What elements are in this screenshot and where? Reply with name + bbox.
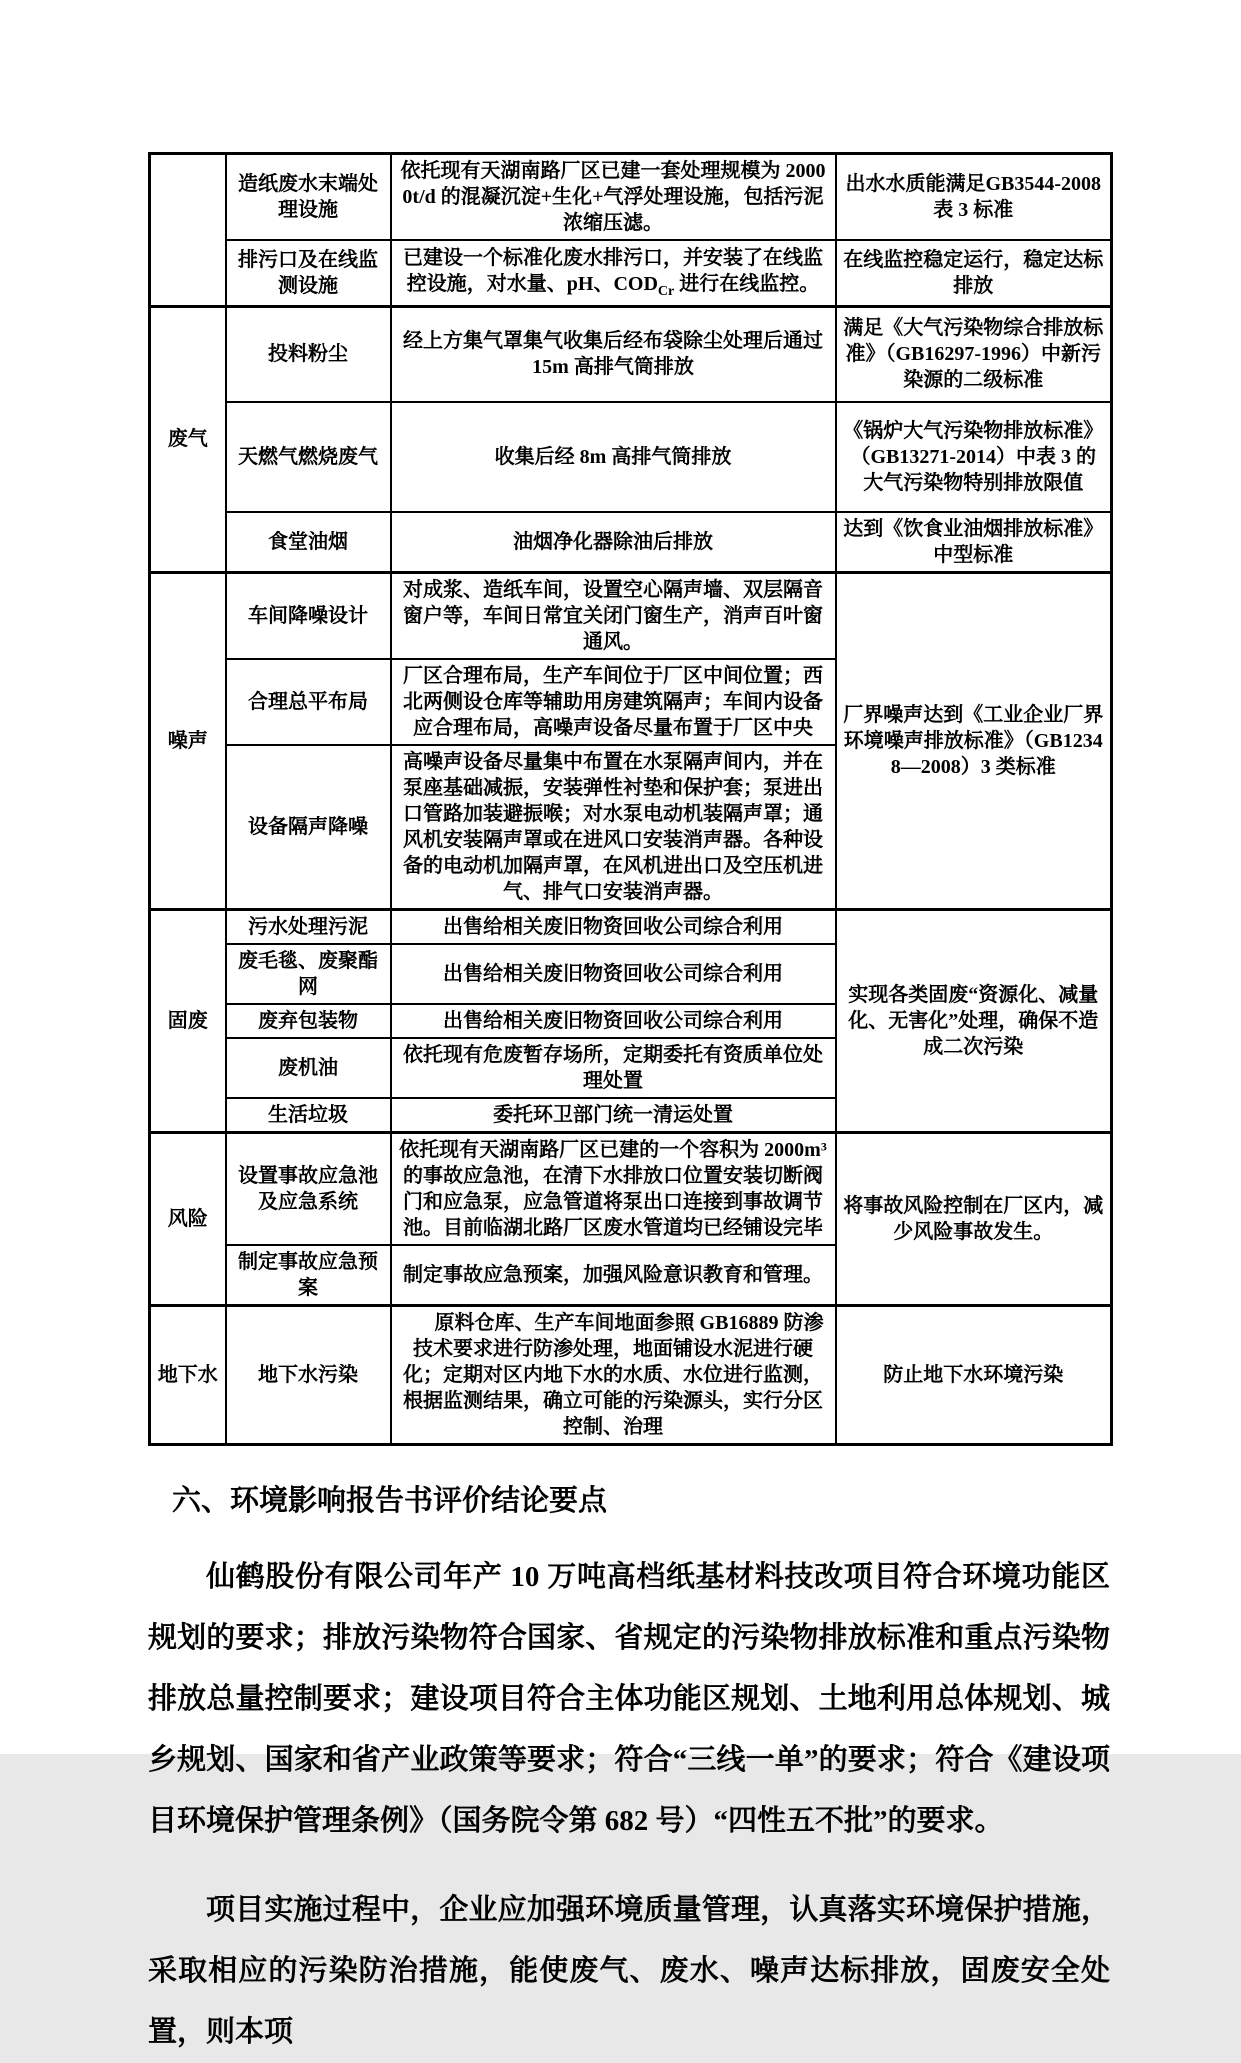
measure-cell: 制定事故应急预案，加强风险意识教育和管理。 xyxy=(391,1245,836,1306)
standard-cell: 厂界噪声达到《工业企业厂界环境噪声排放标准》（GB12348—2008）3 类标准 xyxy=(836,573,1112,910)
standard-cell: 《锅炉大气污染物排放标准》（GB13271-2014）中表 3 的大气污染物特别排放限值 xyxy=(836,402,1112,512)
standard-cell: 达到《饮食业油烟排放标准》中型标准 xyxy=(836,512,1112,573)
item-cell: 排污口及在线监测设施 xyxy=(226,240,391,306)
section-heading: 六、环境影响报告书评价结论要点 xyxy=(172,1485,608,1517)
item-cell: 废机油 xyxy=(226,1038,391,1098)
measure-cell: 出售给相关废旧物资回收公司综合利用 xyxy=(391,910,836,945)
measure-cell: 收集后经 8m 高排气筒排放 xyxy=(391,402,836,512)
standard-cell: 防止地下水环境污染 xyxy=(836,1306,1112,1445)
table-row xyxy=(150,910,1112,945)
item-cell: 废毛毯、废聚酯网 xyxy=(226,944,391,1004)
measure-cell: 厂区合理布局，生产车间位于厂区中间位置；西北两侧设仓库等辅助用房建筑隔声；车间内设备应合理布局，高噪声设备尽量布置于厂区中央 xyxy=(391,659,836,745)
item-cell: 生活垃圾 xyxy=(226,1098,391,1133)
item-cell: 天燃气燃烧废气 xyxy=(226,402,391,512)
body-paragraph-2: 项目实施过程中，企业应加强环境质量管理，认真落实环境保护措施，采取相应的污染防治措施，能使废气、废水、噪声达标排放，固废安全处置，则本项 xyxy=(148,1894,1110,2048)
table-row xyxy=(150,573,1112,660)
body-paragraph-1: 仙鹤股份有限公司年产 10 万吨高档纸基材料技改项目符合环境功能区规划的要求；排放污染物符合国家、省规定的污染物排放标准和重点污染物排放总量控制要求；建设项目符合主体功能区规划、土地利用总体规划、城乡规划、国家和省产业政策等要求；符合“三线一单”的要求；符合《建设项目环境保护管理条例》（国务院令第 682 号）“四性五不批”的要求。 xyxy=(148,1561,1110,1837)
item-cell: 污水处理污泥 xyxy=(226,910,391,945)
category-cell: 固废 xyxy=(150,910,226,1133)
standard-cell: 实现各类固废“资源化、减量化、无害化”处理，确保不造成二次污染 xyxy=(836,910,1112,1133)
measure-cell: 出售给相关废旧物资回收公司综合利用 xyxy=(391,944,836,1004)
table-row xyxy=(150,402,1112,512)
item-cell: 地下水污染 xyxy=(226,1306,391,1445)
category-cell: 地下水 xyxy=(150,1306,226,1445)
environmental-measures-table xyxy=(148,152,1113,1446)
category-cell: 风险 xyxy=(150,1133,226,1306)
measure-cell: 对成浆、造纸车间，设置空心隔声墙、双层隔音窗户等，车间日常宜关闭门窗生产，消声百叶窗通风。 xyxy=(391,573,836,660)
item-cell: 投料粉尘 xyxy=(226,306,391,402)
table-row xyxy=(150,1133,1112,1246)
measure-cell: 原料仓库、生产车间地面参照 GB16889 防渗技术要求进行防渗处理，地面铺设水泥进行硬化；定期对区内地下水的水质、水位进行监测，根据监测结果，确立可能的污染源头，实行分区控制、治理 xyxy=(391,1306,836,1445)
table-row xyxy=(150,512,1112,573)
category-cell: 废气 xyxy=(150,306,226,573)
measure-text: 进行在线监控。 xyxy=(674,272,820,295)
measure-cell: 出售给相关废旧物资回收公司综合利用 xyxy=(391,1004,836,1038)
measure-cell: 经上方集气罩集气收集后经布袋除尘处理后通过 15m 高排气筒排放 xyxy=(391,306,836,402)
standard-cell: 满足《大气污染物综合排放标准》（GB16297-1996）中新污染源的二级标准 xyxy=(836,306,1112,402)
standard-cell: 出水水质能满足GB3544-2008 表 3 标准 xyxy=(836,154,1112,241)
table-row xyxy=(150,1306,1112,1445)
cod-subscript: Cr xyxy=(657,283,675,299)
measure-cell: 依托现有天湖南路厂区已建的一个容积为 2000m³ 的事故应急池，在清下水排放口位置安装切断阀门和应急泵，应急管道将泵出口连接到事故调节池。目前临湖北路厂区废水管道均已经铺设完毕 xyxy=(391,1133,836,1246)
item-cell: 设置事故应急池及应急系统 xyxy=(226,1133,391,1246)
item-cell: 食堂油烟 xyxy=(226,512,391,573)
category-cell xyxy=(150,154,226,307)
item-cell: 制定事故应急预案 xyxy=(226,1245,391,1306)
measure-text: 已建设一个标准化废水排污口，并安装了在线监控设施，对水量、pH、COD xyxy=(403,246,823,295)
table-row xyxy=(150,240,1112,306)
item-cell: 设备隔声降噪 xyxy=(226,745,391,910)
measure-cell: 高噪声设备尽量集中布置在水泵隔声间内，并在泵座基础减振，安装弹性衬垫和保护套；泵进出口管路加装避振喉；对水泵电动机装隔声罩；通风机安装隔声罩或在进风口安装消声器。各种设备的电动机加隔声罩，在风机进出口及空压机进气、排气口安装消声器。 xyxy=(391,745,836,910)
measure-cell: 委托环卫部门统一清运处置 xyxy=(391,1098,836,1133)
measure-cell: 依托现有危废暂存场所，定期委托有资质单位处理处置 xyxy=(391,1038,836,1098)
standard-cell: 在线监控稳定运行，稳定达标排放 xyxy=(836,240,1112,306)
table-row xyxy=(150,154,1112,241)
measure-cell: 依托现有天湖南路厂区已建一套处理规模为 20000t/d 的混凝沉淀+生化+气浮处理设施，包括污泥浓缩压滤。 xyxy=(391,154,836,241)
item-cell: 车间降噪设计 xyxy=(226,573,391,660)
measure-cell: 油烟净化器除油后排放 xyxy=(391,512,836,573)
category-cell: 噪声 xyxy=(150,573,226,910)
item-cell: 合理总平布局 xyxy=(226,659,391,745)
item-cell: 废弃包装物 xyxy=(226,1004,391,1038)
item-cell: 造纸废水末端处理设施 xyxy=(226,154,391,241)
table-row xyxy=(150,306,1112,402)
standard-cell: 将事故风险控制在厂区内，减少风险事故发生。 xyxy=(836,1133,1112,1306)
measure-cell xyxy=(391,240,836,306)
